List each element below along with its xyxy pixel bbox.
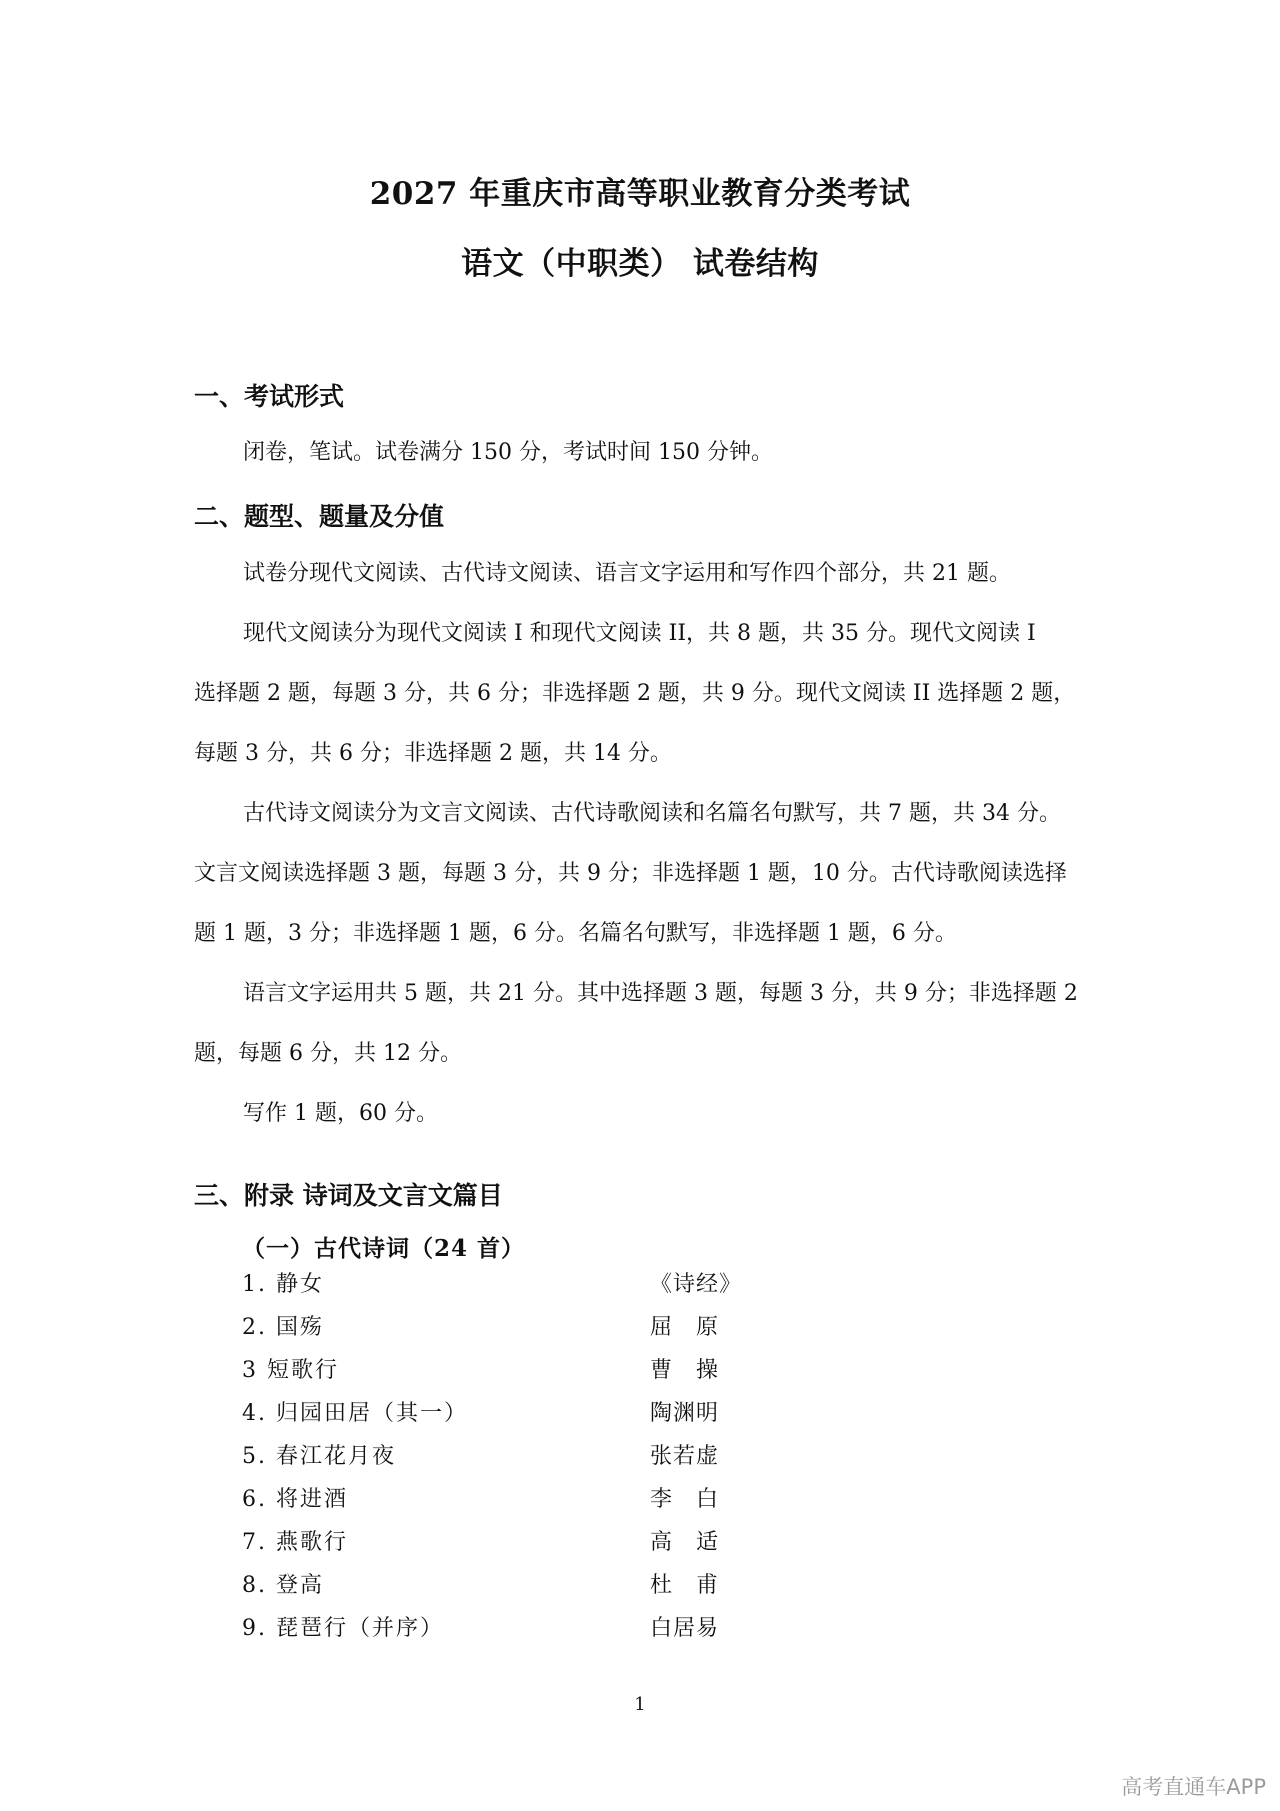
poem-author: 《诗经》 [650, 1272, 743, 1297]
poem-title: 3 短歌行 [242, 1358, 339, 1383]
poem-title: 9. 琵琶行（并序） [242, 1616, 444, 1641]
watermark: 高考直通车APP [1121, 1775, 1266, 1799]
document-subtitle: 语文（中职类） 试卷结构 [461, 246, 819, 282]
paragraph-ancient-reading-line1: 古代诗文阅读分为文言文阅读、古代诗歌阅读和名篇名句默写，共 7 题，共 34 分。 [243, 801, 1061, 826]
poem-author: 陶渊明 [650, 1401, 720, 1426]
poem-author: 曹 操 [650, 1358, 720, 1383]
poem-author: 白居易 [650, 1616, 720, 1641]
exam-format-text: 闭卷，笔试。试卷满分 150 分，考试时间 150 分钟。 [243, 440, 773, 465]
list-item [0, 1568, 1280, 1598]
paragraph-modern-reading-line1: 现代文阅读分为现代文阅读 I 和现代文阅读 II，共 8 题，共 35 分。现代文阅读 I [243, 621, 1036, 646]
paragraph-language-use-line2: 题，每题 6 分，共 12 分。 [194, 1041, 462, 1066]
poem-author: 李 白 [650, 1487, 720, 1512]
paragraph-modern-reading-line2: 选择题 2 题，每题 3 分，共 6 分；非选择题 2 题，共 9 分。现代文阅读 II 选择题 2 题， [194, 681, 1076, 706]
list-item [0, 1525, 1280, 1555]
poem-author: 张若虚 [650, 1444, 720, 1469]
list-item [0, 1267, 1280, 1297]
poem-title: 1. 静女 [242, 1272, 324, 1297]
subsection-heading-ancient-poems: （一）古代诗词（24 首） [242, 1235, 526, 1262]
list-item [0, 1353, 1280, 1383]
list-item [0, 1439, 1280, 1469]
paragraph-ancient-reading-line3: 题 1 题，3 分；非选择题 1 题，6 分。名篇名句默写，非选择题 1 题，6 分。 [194, 921, 957, 946]
list-item [0, 1611, 1280, 1641]
paragraph-overview: 试卷分现代文阅读、古代诗文阅读、语言文字运用和写作四个部分，共 21 题。 [243, 561, 1011, 586]
section-heading-exam-format: 一、考试形式 [194, 382, 345, 411]
paragraph-modern-reading-line3: 每题 3 分，共 6 分；非选择题 2 题，共 14 分。 [194, 741, 672, 766]
poem-title: 8. 登高 [242, 1573, 324, 1598]
poem-title: 2. 国殇 [242, 1315, 324, 1340]
list-item [0, 1396, 1280, 1426]
list-item [0, 1482, 1280, 1512]
list-item [0, 1310, 1280, 1340]
poem-title: 4. 归园田居（其一） [242, 1401, 468, 1426]
document-title: 2027 年重庆市高等职业教育分类考试 [369, 176, 911, 212]
section-heading-appendix: 三、附录 诗词及文言文篇目 [194, 1181, 503, 1210]
poem-title: 5. 春江花月夜 [242, 1444, 396, 1469]
paragraph-language-use-line1: 语言文字运用共 5 题，共 21 分。其中选择题 3 题，每题 3 分，共 9 分；非选择题 2 [243, 981, 1078, 1006]
page-number: 1 [634, 1694, 646, 1715]
section-heading-question-types: 二、题型、题量及分值 [194, 502, 445, 531]
poem-title: 7. 燕歌行 [242, 1530, 348, 1555]
paragraph-ancient-reading-line2: 文言文阅读选择题 3 题，每题 3 分，共 9 分；非选择题 1 题，10 分。古代诗歌阅读选择 [194, 861, 1067, 886]
poem-author: 屈 原 [650, 1315, 720, 1340]
poem-author: 杜 甫 [650, 1573, 720, 1598]
poem-author: 高 适 [650, 1530, 720, 1555]
paragraph-writing: 写作 1 题，60 分。 [243, 1101, 438, 1126]
poem-title: 6. 将进酒 [242, 1487, 348, 1512]
